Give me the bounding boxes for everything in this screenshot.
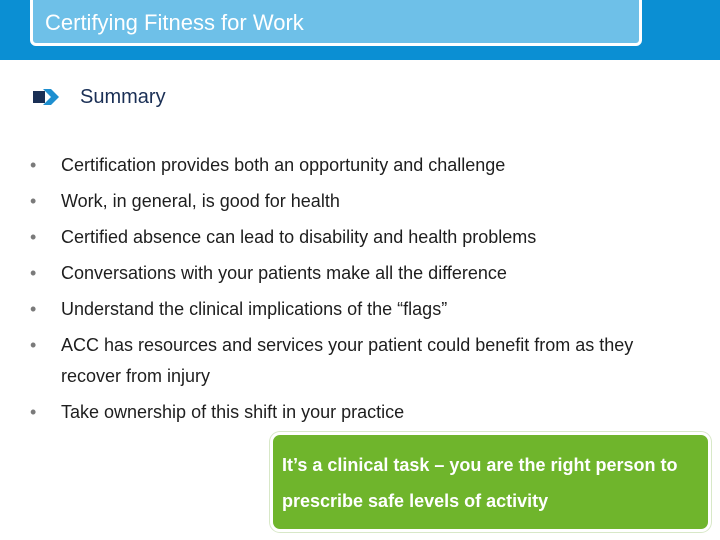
bullet-icon: •: [30, 191, 37, 211]
bullet-text: Work, in general, is good for health: [61, 191, 340, 211]
list-item: [30, 222, 690, 253]
section-heading: Summary: [80, 86, 166, 108]
bullet-text: Conversations with your patients make all the difference: [61, 263, 507, 283]
title-box: [30, 0, 642, 46]
double-chevron-right-icon: [33, 88, 61, 106]
callout-box: [270, 432, 711, 532]
list-item: [30, 294, 690, 325]
page-title: Certifying Fitness for Work: [45, 10, 304, 35]
bullet-list: [30, 150, 690, 433]
bullet-text: ACC has resources and services your patient could benefit from as they recover from injury: [61, 335, 634, 386]
list-item: [30, 150, 690, 181]
bullet-icon: •: [30, 227, 37, 247]
bullet-text: Understand the clinical implications of the “flags”: [61, 299, 448, 319]
bullet-icon: •: [30, 402, 37, 422]
callout-text: It’s a clinical task – you are the right person to prescribe safe levels of activity: [282, 455, 678, 511]
bullet-text: Certified absence can lead to disability and health problems: [61, 227, 537, 247]
bullet-text: Take ownership of this shift in your practice: [61, 402, 405, 422]
bullet-icon: •: [30, 299, 37, 319]
list-item: [30, 186, 690, 217]
list-item: [30, 258, 690, 289]
bullet-icon: •: [30, 155, 37, 175]
list-item: [30, 397, 690, 428]
list-item: [30, 330, 690, 392]
bullet-text: Certification provides both an opportunity and challenge: [61, 155, 506, 175]
bullet-icon: •: [30, 263, 37, 283]
bullet-icon: •: [30, 335, 37, 355]
